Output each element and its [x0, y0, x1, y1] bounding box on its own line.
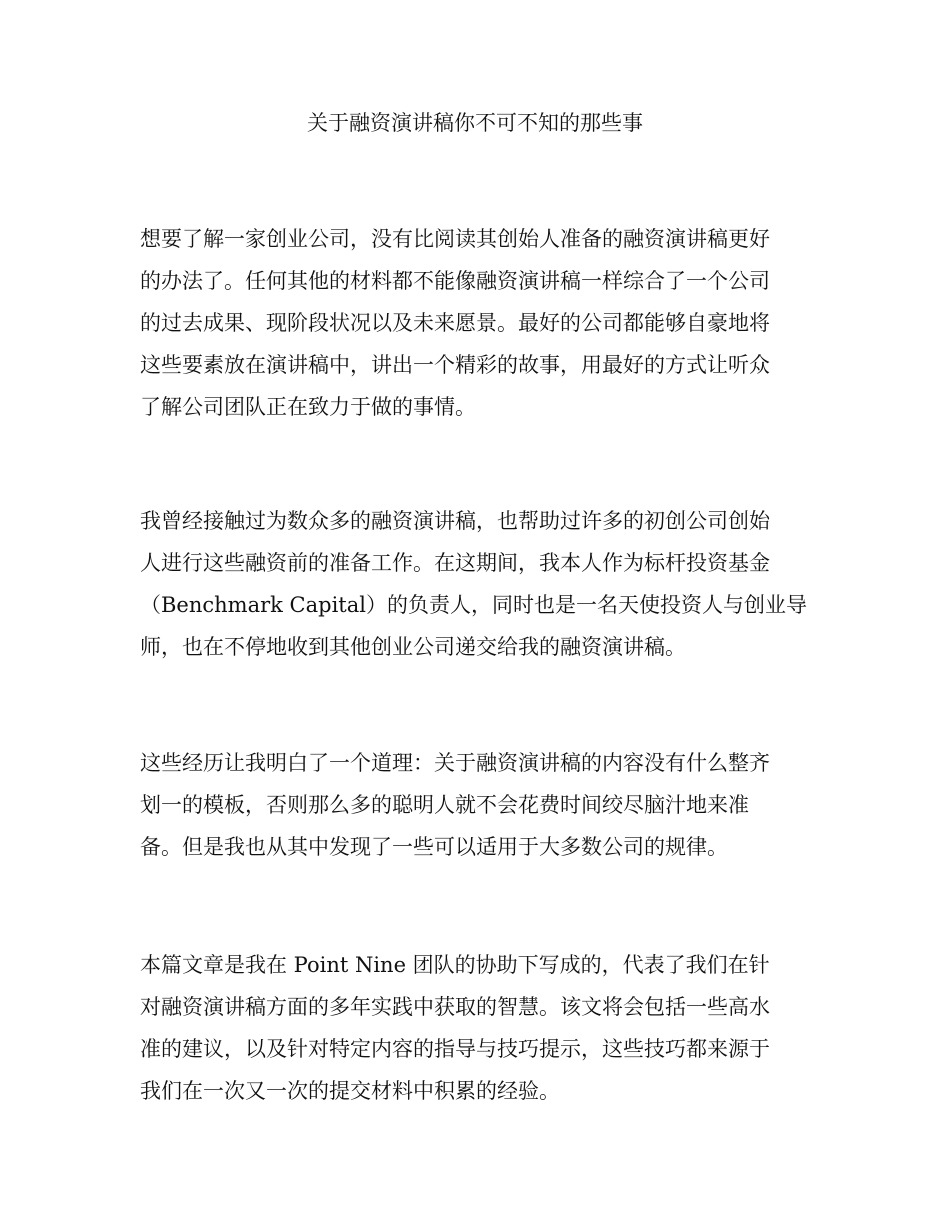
- paragraph-line: 划一的模板，否则那么多的聪明人就不会花费时间绞尽脑汁地来准: [140, 793, 749, 817]
- paragraph-3: [140, 742, 808, 868]
- paragraph-line: 的过去成果、现阶段状况以及未来愿景。最好的公司都能够自豪地将: [140, 311, 770, 335]
- paragraph-line: 这些要素放在演讲稿中，讲出一个精彩的故事，用最好的方式让听众: [140, 353, 770, 377]
- paragraph-line: 师，也在不停地收到其他创业公司递交给我的融资演讲稿。: [140, 635, 686, 659]
- paragraph-line: 了解公司团队正在致力于做的事情。: [140, 395, 476, 419]
- paragraph-2: [140, 500, 808, 668]
- paragraph-line: 我们在一次又一次的提交材料中积累的经验。: [140, 1079, 560, 1103]
- paragraph-4: [140, 944, 808, 1112]
- document-title: 关于融资演讲稿你不可不知的那些事: [307, 111, 643, 135]
- paragraph-1: [140, 218, 808, 428]
- paragraph-line: 准的建议，以及针对特定内容的指导与技巧提示，这些技巧都来源于: [140, 1037, 770, 1061]
- paragraph-line: 想要了解一家创业公司，没有比阅读其创始人准备的融资演讲稿更好: [140, 227, 770, 251]
- paragraph-line: 备。但是我也从其中发现了一些可以适用于大多数公司的规律。: [140, 835, 728, 859]
- paragraph-line: 我曾经接触过为数众多的融资演讲稿，也帮助过许多的初创公司创始: [140, 509, 770, 533]
- paragraph-line: 的办法了。任何其他的材料都不能像融资演讲稿一样综合了一个公司: [140, 269, 770, 293]
- paragraph-line: 人进行这些融资前的准备工作。在这期间，我本人作为标杆投资基金: [140, 551, 770, 575]
- paragraph-line: （Benchmark Capital）的负责人，同时也是一名天使投资人与创业导: [140, 593, 807, 617]
- paragraph-line: 本篇文章是我在 Point Nine 团队的协助下写成的，代表了我们在针: [140, 953, 770, 977]
- paragraph-line: 这些经历让我明白了一个道理：关于融资演讲稿的内容没有什么整齐: [140, 751, 770, 775]
- paragraph-line: 对融资演讲稿方面的多年实践中获取的智慧。该文将会包括一些高水: [140, 995, 770, 1019]
